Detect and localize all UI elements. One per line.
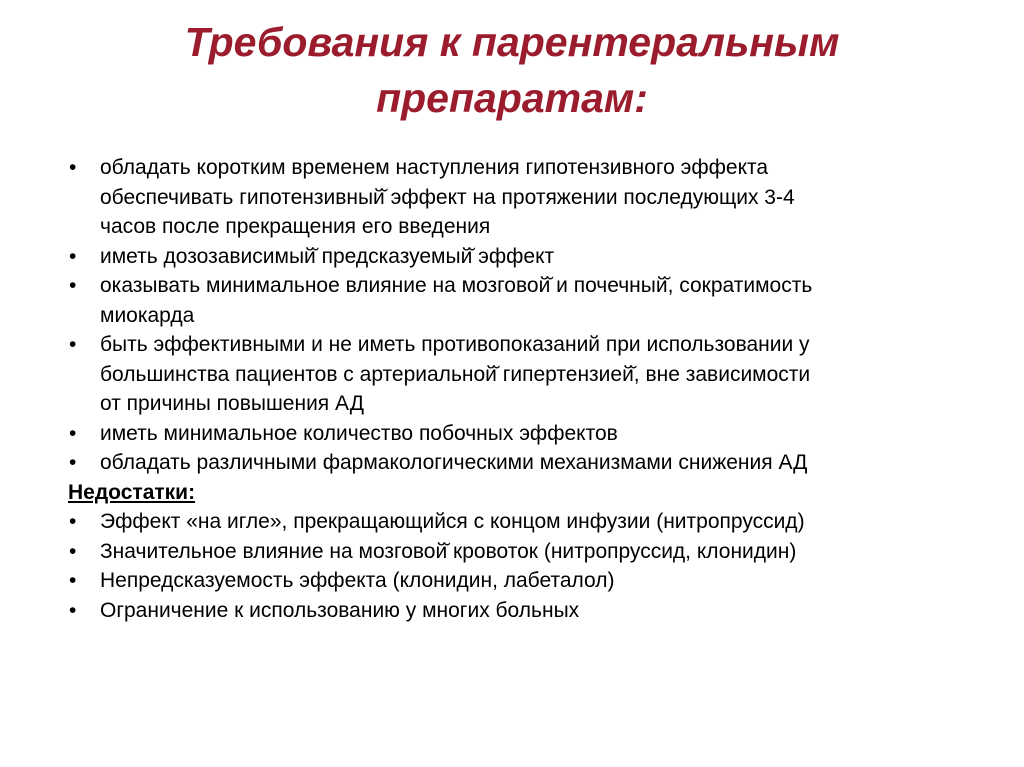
requirement-item-3 [68, 271, 988, 330]
drawbacks-heading: Недостатки: [68, 480, 196, 504]
slide-title [0, 14, 1024, 126]
drawback-item-4: • Ограничение к использованию у многих больных [68, 596, 988, 626]
requirement-item-5-line-1: • иметь минимальное количество побочных эффектов [100, 421, 618, 445]
requirement-item-2 [68, 242, 988, 272]
drawback-item-3: • Непредсказуемость эффекта (клонидин, лабеталол) [68, 566, 988, 596]
requirement-item-6-line-1: • обладать различными фармакологическими механизмами снижения АД [100, 451, 808, 474]
requirement-item-1-line-3: часов после прекращения его введения [100, 215, 491, 238]
slide-content [68, 153, 988, 625]
drawbacks-list [68, 507, 988, 625]
slide-title-line-2: препаратам: [376, 75, 648, 121]
drawback-item-2: • Значительное влияние на мозговой̆ кровоток (нитропруссид, клонидин) [68, 537, 988, 567]
drawback-item-1: • Эффект «на игле», прекращающийся с концом инфузии (нитропруссид) [68, 507, 988, 537]
requirement-item-3-line-1: • оказывать минимальное влияние на мозговой̆ и почечный̆, сократимость [100, 274, 813, 297]
requirement-item-1 [68, 153, 988, 242]
requirements-list [68, 153, 988, 478]
requirement-item-2-line-1: • иметь дозозависимый̆ предсказуемый̆ эффект [100, 244, 555, 268]
requirement-item-1-line-1: • обладать коротким временем наступления гипотензивного эффекта [100, 156, 769, 179]
requirement-item-4-line-1: • быть эффективными и не иметь противопоказаний при использовании у [100, 333, 810, 356]
slide-title-line-1: Требования к парентеральным [184, 19, 840, 65]
requirement-item-1-line-2: обеспечивать гипотензивный̆ эффект на протяжении последующих 3-4 [100, 185, 795, 209]
requirement-item-4 [68, 330, 988, 419]
requirement-item-4-line-3: от причины повышения АД [100, 392, 364, 415]
requirement-item-6 [68, 448, 988, 478]
requirement-item-4-line-2: большинства пациентов с артериальной̆ гипертензией̆, вне зависимости [100, 362, 811, 386]
requirement-item-5 [68, 419, 988, 449]
requirement-item-3-line-2: миокарда [100, 303, 195, 327]
